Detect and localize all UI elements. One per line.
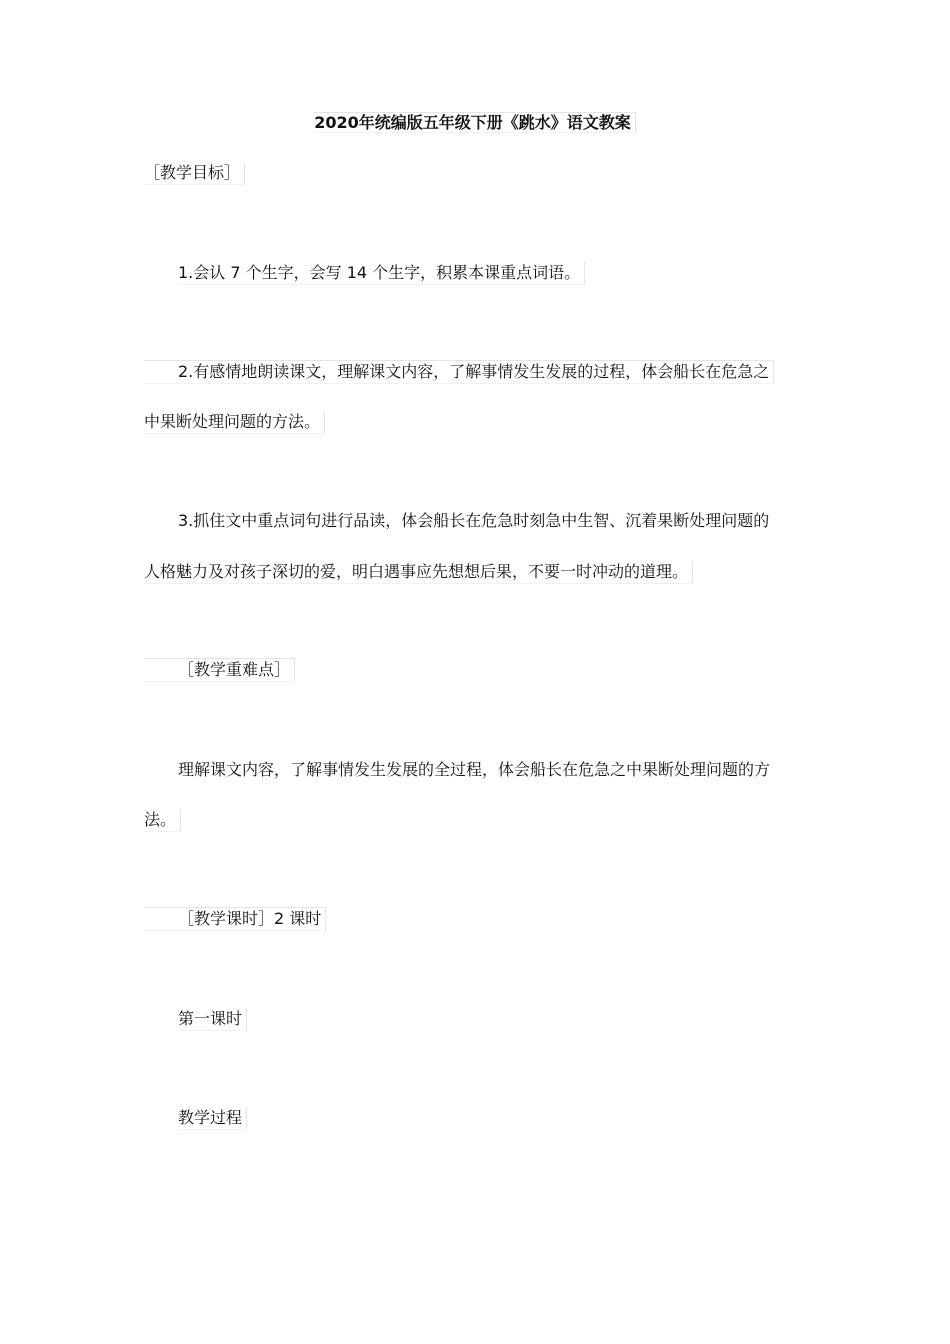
- objectives-heading: ［教学目标］: [144, 162, 245, 185]
- objective-2-line-2: 中果断处理问题的方法。: [144, 411, 325, 434]
- key-points-heading: ［教学重难点］: [144, 658, 295, 682]
- first-period-heading: 第一课时: [178, 1008, 247, 1031]
- key-points-line-1: 理解课文内容，了解事情发生发展的全过程，体会船长在危急之中果断处理问题的方: [178, 760, 771, 779]
- objective-3-line-2: 人格魅力及对孩子深切的爱，明白遇事应先想想后果，不要一时冲动的道理。: [144, 561, 693, 584]
- objective-1: 1.会认 7 个生字，会写 14 个生字，积累本课重点词语。: [178, 262, 585, 285]
- process-heading: 教学过程: [178, 1107, 247, 1130]
- objective-2-line-1: 2.有感情地朗读课文，理解课文内容，了解事情发生发展的过程，体会船长在危急之: [144, 360, 774, 384]
- periods-heading: ［教学课时］2 课时: [144, 907, 326, 931]
- objective-3-line-1: 3.抓住文中重点词句进行品读，体会船长在危急时刻急中生智、沉着果断处理问题的: [178, 511, 770, 530]
- document-title: 2020年统编版五年级下册《跳水》语文教案: [0, 112, 950, 134]
- key-points-line-2: 法。: [144, 809, 181, 832]
